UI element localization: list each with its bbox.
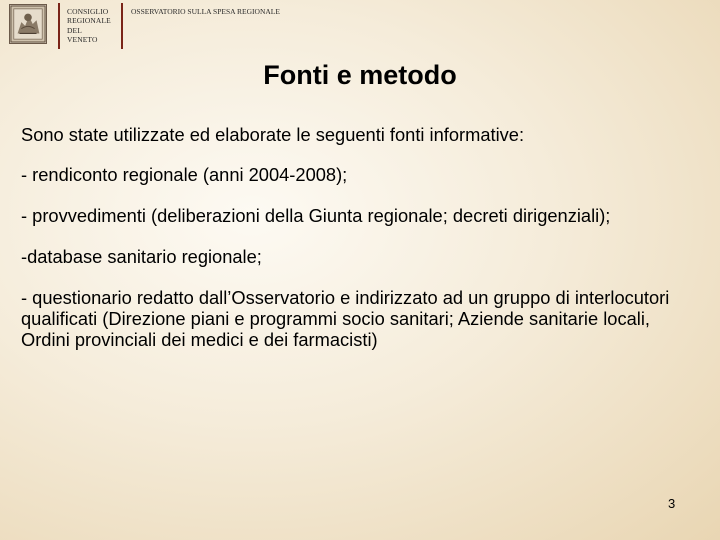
council-name-line: VENETO <box>67 34 98 44</box>
intro-text: Sono state utilizzate ed elaborate le seguenti fonti informative: <box>21 124 525 145</box>
list-item: - provvedimenti (deliberazioni della Giunta regionale; decreti dirigenziali); <box>21 205 611 226</box>
slide-title: Fonti e metodo <box>263 60 457 90</box>
list-item: - rendiconto regionale (anni 2004-2008); <box>21 164 348 185</box>
list-item: - questionario redatto dall’Osservatorio e indirizzato ad un gruppo di interlocutori qualificati (Direzione piani e programmi socio sanitari; Aziende sanitarie locali, Ordini provinciali dei medici e dei farmacisti) <box>21 287 670 350</box>
slide-header <box>0 0 720 50</box>
slide-body <box>21 124 701 370</box>
list-item: -database sanitario regionale; <box>21 246 262 267</box>
regional-council-emblem-icon <box>9 4 47 44</box>
header-divider <box>58 3 60 49</box>
page-number: 3 <box>668 496 676 511</box>
council-name-line: DEL <box>67 25 82 35</box>
council-name-line: REGIONALE <box>67 16 111 26</box>
council-name-line: CONSIGLIO <box>67 7 109 16</box>
council-name <box>67 7 123 44</box>
observatory-label: OSSERVATORIO SULLA SPESA REGIONALE <box>131 7 280 16</box>
header-divider <box>121 3 123 49</box>
